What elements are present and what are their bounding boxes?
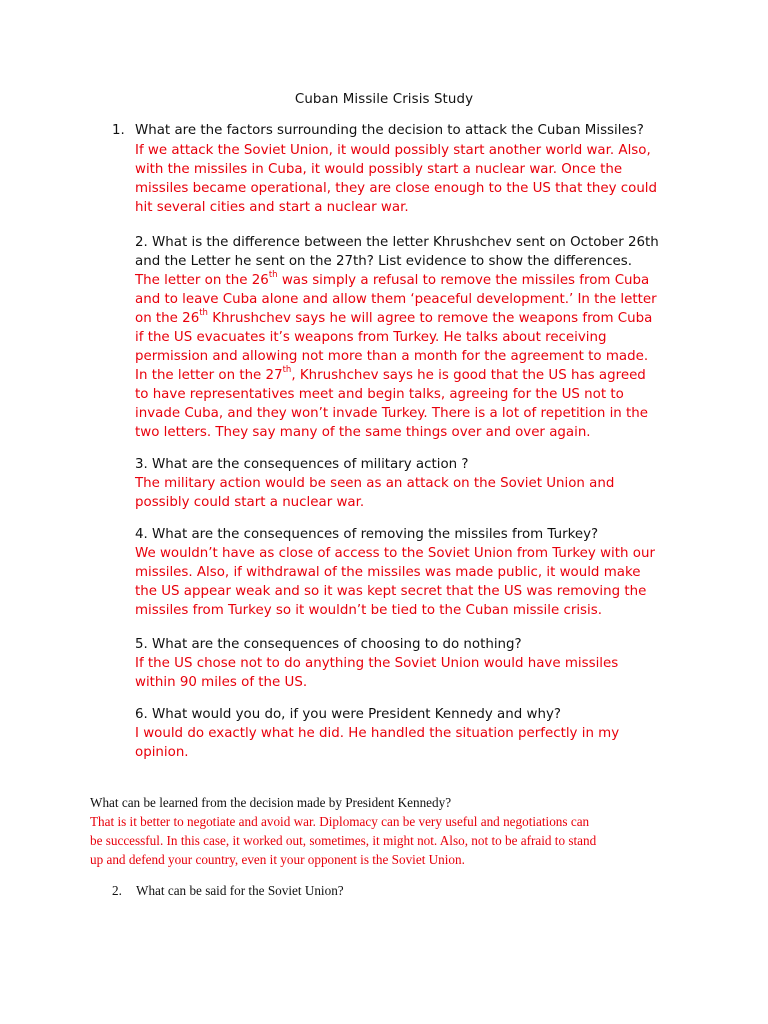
answer-line: The military action would be seen as an attack on the Soviet Union and [135,476,615,491]
question-text: and the Letter he sent on the 27th? List evidence to show the differences. [135,254,633,269]
question-text: 3. What are the consequences of military action ? [135,457,469,472]
question-text: What can be learned from the decision made by President Kennedy? [90,795,452,810]
answer-line: The letter on the 26th was simply a refusal to remove the missiles from Cuba [135,269,650,288]
answer-line: missiles. Also, if withdrawal of the missiles was made public, it would make [135,565,641,580]
question-text: What are the factors surrounding the decision to attack the Cuban Missiles? [135,123,644,138]
answer-line: opinion. [135,745,189,760]
section-2 [90,793,680,869]
question-2 [135,233,705,442]
answer-line: missiles from Turkey so it wouldn’t be tied to the Cuban missile crisis. [135,603,602,618]
answer-line: If the US chose not to do anything the Soviet Union would have missiles [135,656,619,671]
question-text: 4. What are the consequences of removing the missiles from Turkey? [135,527,599,542]
question-text: 6. What would you do, if you were President Kennedy and why? [135,707,561,722]
answer-line: In the letter on the 27th, Khrushchev says he is good that the US has agreed [135,364,646,383]
answer-2 [135,271,705,442]
answer-line: That is it better to negotiate and avoid war. Diplomacy can be very useful and negotiations can [90,814,590,829]
document-title: Cuban Missile Crisis Study [294,92,474,107]
question-text: 2. What is the difference between the letter Khrushchev sent on October 26th [135,235,659,250]
answer-4 [135,544,705,620]
answer-line: missiles became operational, they are close enough to the US that they could [135,181,658,196]
answer-line: if the US evacuates it’s weapons from Turkey. He talks about receiving [135,330,607,345]
section-2-answer [90,812,680,869]
question-3 [135,455,705,512]
question-6 [135,705,705,762]
answer-line: possibly could start a nuclear war. [135,495,365,510]
answer-line: We wouldn’t have as close of access to the Soviet Union from Turkey with our [135,546,655,561]
answer-line: and to leave Cuba alone and allow them ‘peaceful development.’ In the letter [135,292,657,307]
answer-line: be successful. In this case, it worked out, sometimes, it might not. Also, not to be afraid to stand [90,833,597,848]
question-text: 5. What are the consequences of choosing to do nothing? [135,637,522,652]
question-text: What can be said for the Soviet Union? [136,883,344,898]
answer-line: the US appear weak and so it was kept secret that the US was removing the [135,584,647,599]
answer-line: hit several cities and start a nuclear war. [135,200,409,215]
answer-line: up and defend your country, even it your opponent is the Soviet Union. [90,852,465,867]
answer-5 [135,654,705,692]
question-number: 1. [112,123,125,138]
answer-1 [135,141,695,217]
answer-line: If we attack the Soviet Union, it would possibly start another world war. Also, [135,143,651,158]
answer-3 [135,474,705,512]
answer-line: on the 26th Khrushchev says he will agree to remove the weapons from Cuba [135,307,653,326]
question-4 [135,525,705,620]
answer-line: to have representatives meet and begin talks, agreeing for the US not to [135,387,624,402]
answer-line: permission and allowing not more than a month for the agreement to made. [135,349,649,364]
answer-line: within 90 miles of the US. [135,675,308,690]
answer-line: with the missiles in Cuba, it would possibly start a nuclear war. Once the [135,162,623,177]
answer-line: I would do exactly what he did. He handled the situation perfectly in my [135,726,620,741]
answer-line: invade Cuba, and they won’t invade Turkey. There is a lot of repetition in the [135,406,649,421]
answer-6 [135,724,705,762]
answer-line: two letters. They say many of the same things over and over again. [135,425,591,440]
question-number: 2. [112,883,122,898]
question-5 [135,635,705,692]
